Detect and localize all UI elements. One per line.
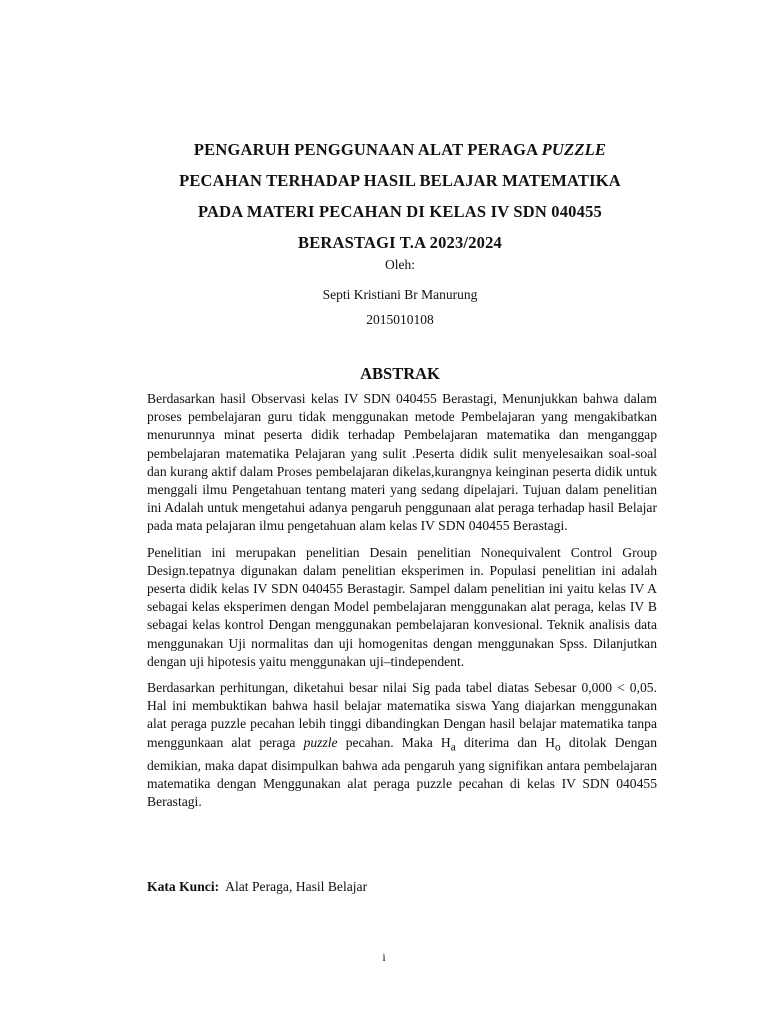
paragraph-3-text-1: Berdasarkan perhitungan, diketahui besar nilai Sig pada tabel diatas Sebesar 0,000 < 0,05. Hal ini membuktikan bahwa hasil belajar matematika siswa Yang diajarkan menggunakan alat peraga puzzle pecahan lebih tinggi dibandingkan Dengan hasil belajar matematika tanpa menggunkaan alat peraga [147, 680, 657, 750]
author-by-label: Oleh: [385, 257, 415, 272]
paragraph-3-italic: puzzle [303, 734, 338, 750]
keywords-label: Kata Kunci: [147, 879, 220, 894]
keywords-value: Alat Peraga, Hasil Belajar [225, 879, 368, 894]
abstract-body [147, 390, 657, 819]
title-line-2: PECAHAN TERHADAP HASIL BELAJAR MATEMATIKA [179, 171, 621, 190]
hypothesis-a-subscript: a [450, 741, 456, 754]
abstract-paragraph-2: Penelitian ini merupakan penelitian Desain penelitian Nonequivalent Control Group Design.tepatnya digunakan dalam penelitian eksperimen in. Populasi penelitian ini adalah peserta didik kelas IV SDN 040455 Berastagir. Sampel dalam penelitian ini yaitu kelas IV A sebagai kelas eksperimen dengan Model pembelajaran menggunakan alat peraga, kelas IV B sebagai kelas kontrol Dengan menggunakan pembelajaran konvesional. Teknik analisis data menggunakan Uji normalitas dan uji homogenitas dengan menggunakan Spss. Dilanjutkan dengan uji hipotesis yaitu menggunakan uji–tindependent. [147, 544, 657, 669]
author-name: Septi Kristiani Br Manurung [322, 287, 478, 302]
title-line-3: PADA MATERI PECAHAN DI KELAS IV SDN 040455 [198, 202, 602, 221]
page-number: i [382, 950, 386, 964]
abstract-heading: ABSTRAK [360, 364, 440, 383]
title-line-4: BERASTAGI T.A 2023/2024 [297, 233, 503, 252]
paragraph-3-text-3: diterima dan H [455, 734, 555, 750]
paragraph-3-text-2: pecahan. Maka H [337, 734, 451, 750]
hypothesis-o-subscript: o [554, 741, 561, 754]
author-student-id: 2015010108 [366, 312, 434, 327]
title-line-1-text: PENGARUH PENGGUNAAN ALAT PERAGA [193, 140, 542, 159]
title-line-1 [100, 134, 700, 165]
title-block [100, 134, 700, 258]
keywords [147, 879, 367, 895]
abstract-paragraph-3 [147, 679, 657, 811]
title-line-1-italic: PUZZLE [541, 140, 607, 159]
abstract-paragraph-1: Berdasarkan hasil Observasi kelas IV SDN 040455 Berastagi, Menunjukkan bahwa dalam proses pembelajaran guru tidak menggunakan metode Pembelajaran yang mengakibatkan menurunnya minat peserta didik terhadap Pembelajaran matematika dan menganggap pembelajaran matematika Pelajaran yang sulit .Peserta didik sulit menyelesaikan soal-soal dan kurang aktif dalam Proses pembelajaran dikelas,kurangnya keinginan peserta didik untuk menggali ilmu Pengetahuan tentang materi yang sedang dipelajari. Tujuan dalam penelitian ini Adalah untuk mengetahui adanya pengaruh penggunaan alat peraga terhadap hasil Belajar pada mata pelajaran ilmu pengetahuan alam kelas IV SDN 040455 Berastagi. [147, 391, 657, 534]
paragraph-3-text-4: ditolak Dengan demikian, maka dapat disimpulkan bahwa ada pengaruh yang signifikan antara pembelajaran matematika dengan Menggunakan alat peraga puzzle pecahan di kelas IV SDN 040455 Berastagi. [147, 734, 658, 809]
